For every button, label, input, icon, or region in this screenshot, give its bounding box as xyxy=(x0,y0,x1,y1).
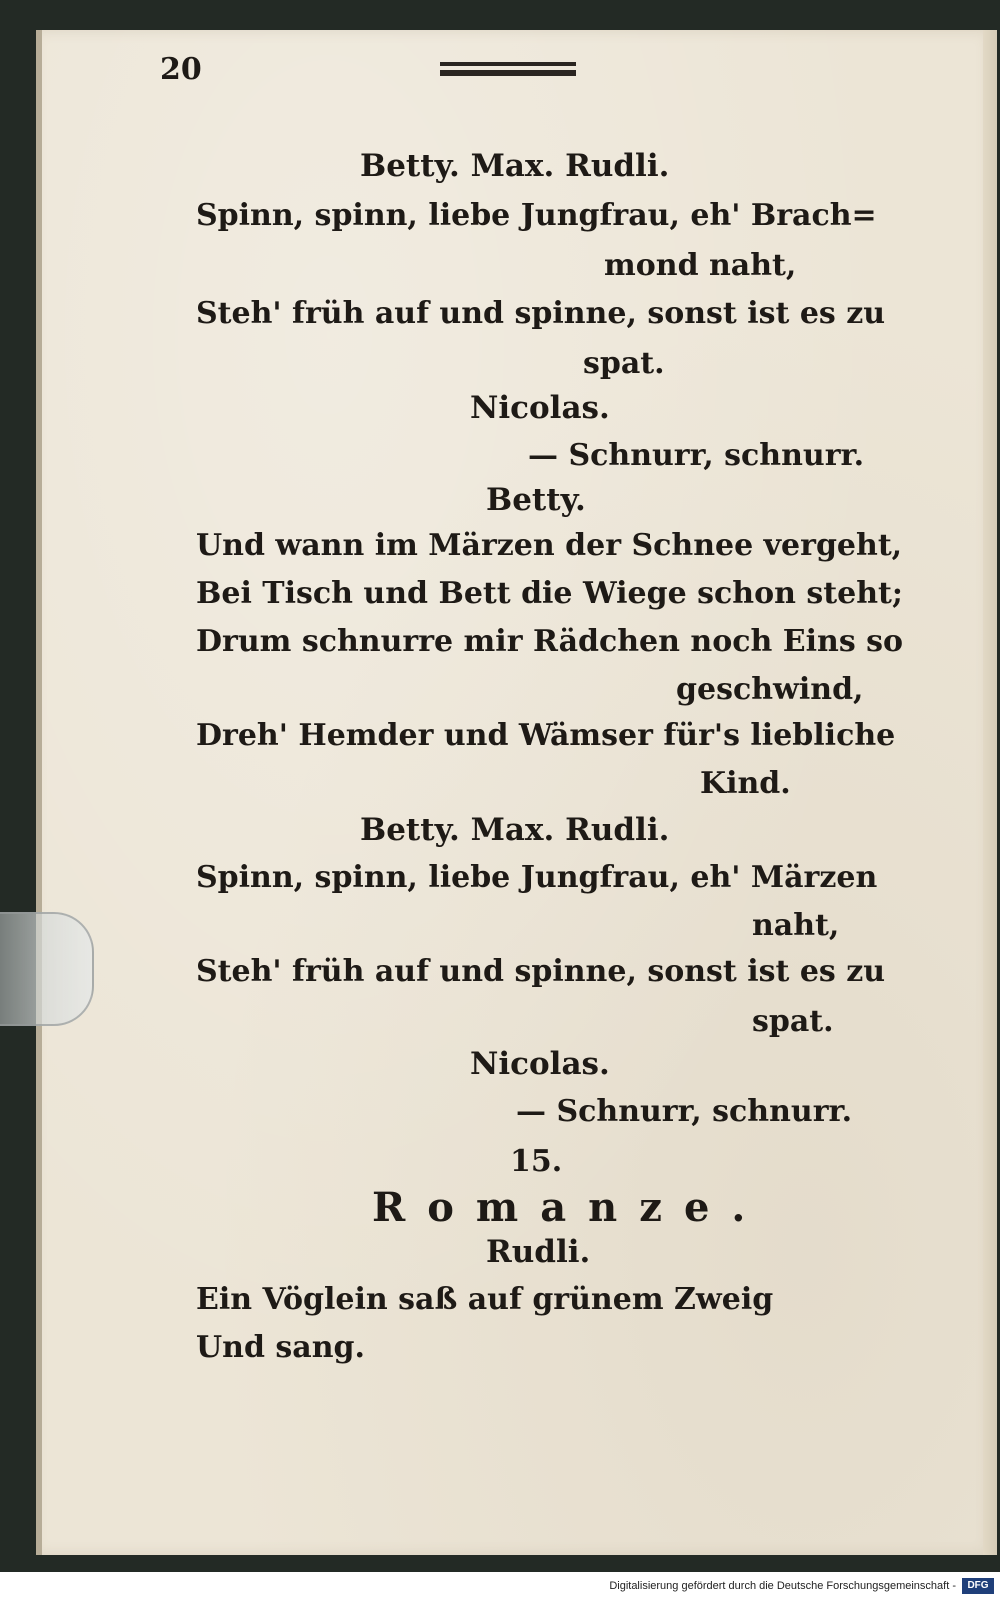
verse-line: Und wann im Märzen der Schnee vergeht, xyxy=(196,528,903,563)
verse-continuation: spat. xyxy=(583,346,665,381)
header-rule-bar-top xyxy=(440,62,576,66)
verse-continuation: Kind. xyxy=(700,766,791,801)
verse-line: Spinn, spinn, liebe Jungfrau, eh' Märzen xyxy=(196,860,878,895)
speaker-line: Betty. Max. Rudli. xyxy=(360,812,670,848)
section-title: Romanze. xyxy=(372,1184,768,1231)
verse-line: Ein Vöglein saß auf grünem Zweig xyxy=(196,1282,774,1317)
verse-line: Steh' früh auf und spinne, sonst ist es zu xyxy=(196,954,886,989)
verse-continuation: mond naht, xyxy=(604,248,797,283)
verse-right: — Schnurr, schnurr. xyxy=(528,438,865,473)
speaker-line: Nicolas. xyxy=(470,390,610,426)
verse-line: Drum schnurre mir Rädchen noch Eins so xyxy=(196,624,904,659)
verse-continuation: geschwind, xyxy=(676,672,864,707)
speaker-line: Rudli. xyxy=(486,1234,591,1270)
verse-line: Dreh' Hemder und Wämser für's liebliche xyxy=(196,718,896,753)
verse-line: Spinn, spinn, liebe Jungfrau, eh' Brach= xyxy=(196,198,877,233)
book-page xyxy=(36,30,997,1555)
verse-line: Bei Tisch und Bett die Wiege schon steht; xyxy=(196,576,903,611)
header-rule-bar-bottom xyxy=(440,70,576,76)
section-number: 15. xyxy=(510,1144,563,1179)
speaker-line: Betty. xyxy=(486,482,586,518)
speaker-line: Betty. Max. Rudli. xyxy=(360,148,670,184)
footer-bar xyxy=(0,1572,1000,1602)
verse-line: Und sang. xyxy=(196,1330,365,1365)
speaker-line: Nicolas. xyxy=(470,1046,610,1082)
verse-right: — Schnurr, schnurr. xyxy=(516,1094,853,1129)
page-number: 20 xyxy=(160,52,202,87)
verse-continuation: spat. xyxy=(752,1004,834,1039)
page-clip xyxy=(0,912,94,1026)
dfg-logo: DFG xyxy=(962,1578,994,1594)
verse-continuation: naht, xyxy=(752,908,840,943)
verse-line: Steh' früh auf und spinne, sonst ist es zu xyxy=(196,296,886,331)
footer-credit: Digitalisierung gefördert durch die Deutsche Forschungsgemeinschaft - xyxy=(609,1580,956,1592)
header-rule xyxy=(440,60,576,78)
page-edge xyxy=(983,30,997,1555)
